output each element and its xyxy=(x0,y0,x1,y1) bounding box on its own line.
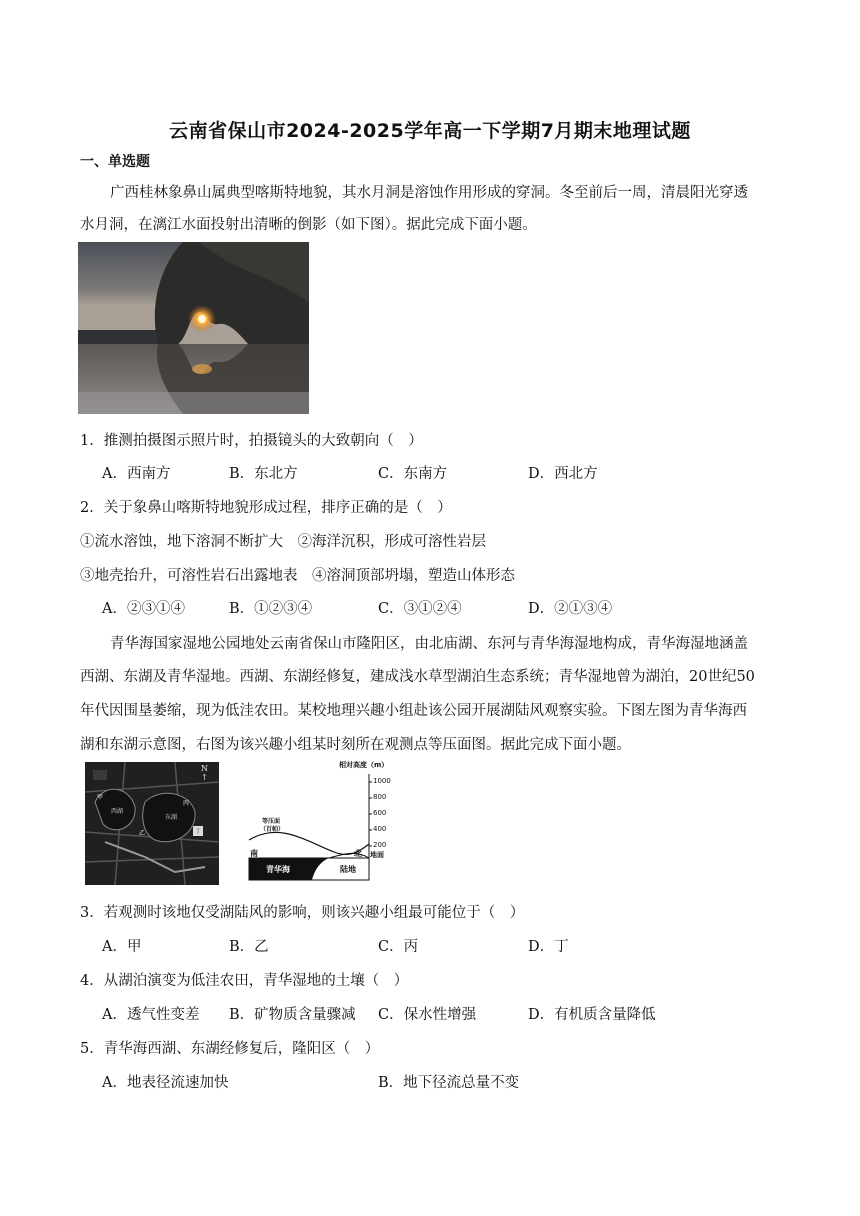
q1-option-a[interactable]: A．西南方 xyxy=(102,466,171,482)
q5-option-b[interactable]: B．地下径流总量不变 xyxy=(378,1075,520,1091)
q4-option-c[interactable]: C．保水性增强 xyxy=(378,1007,477,1023)
point-b-label: 乙 xyxy=(139,830,146,837)
q1-option-b[interactable]: B．东北方 xyxy=(229,466,298,482)
q3-option-b[interactable]: B．乙 xyxy=(229,939,269,955)
q3-stem: 3．若观测时该地仅受湖陆风的影响，则该兴趣小组最可能位于（ ） xyxy=(80,905,525,921)
point-d-label: 丁 xyxy=(195,828,202,835)
section-heading: 一、单选题 xyxy=(80,154,150,170)
south-label: 南 xyxy=(250,849,258,858)
elephant-hill-photo xyxy=(78,242,309,414)
passage2-line2: 西湖、东湖及青华湿地。西湖、东湖经修复，建成浅水草型湖泊生态系统；青华湿地曾为湖泊，20世纪50 xyxy=(80,669,755,685)
land-label: 陆地 xyxy=(340,865,356,874)
q2-stem: 2．关于象鼻山喀斯特地貌形成过程，排序正确的是（ ） xyxy=(80,500,452,516)
q2-option-b[interactable]: B．①②③④ xyxy=(229,601,313,617)
passage1-line2: 水月洞，在漓江水面投射出清晰的倒影（如下图）。据此完成下面小题。 xyxy=(80,217,537,233)
lake-label: 青华海 xyxy=(266,865,290,874)
page-title: 云南省保山市2024-2025学年高一下学期7月期末地理试题 xyxy=(169,120,691,142)
q2-items-line2: ③地壳抬升，可溶性岩石出露地表 ④溶洞顶部坍塌，塑造山体形态 xyxy=(80,568,515,584)
q4-stem: 4．从湖泊演变为低洼农田，青华湿地的土壤（ ） xyxy=(80,973,409,989)
q4-option-d[interactable]: D．有机质含量降低 xyxy=(528,1007,656,1023)
west-lake-label: 西湖 xyxy=(111,808,124,815)
q3-option-a[interactable]: A．甲 xyxy=(102,939,142,955)
q5-stem: 5．青华海西湖、东湖经修复后，隆阳区（ ） xyxy=(80,1041,380,1057)
east-lake-label: 东湖 xyxy=(165,814,178,821)
q3-option-d[interactable]: D．丁 xyxy=(528,939,569,955)
q4-option-b[interactable]: B．矿物质含量骤减 xyxy=(229,1007,356,1023)
north-arrow-label: N xyxy=(201,764,208,773)
q1-option-d[interactable]: D．西北方 xyxy=(528,466,598,482)
q2-items-line1: ①流水溶蚀，地下溶洞不断扩大 ②海洋沉积，形成可溶性岩层 xyxy=(80,534,486,550)
isobar-unit: （百帕） xyxy=(260,826,285,833)
ground-label: 地面 xyxy=(370,851,384,859)
lake-map xyxy=(85,762,219,885)
q1-option-c[interactable]: C．东南方 xyxy=(378,466,448,482)
diagram-ylabel: 相对高度（m） xyxy=(339,761,389,769)
point-c-label: 丙 xyxy=(183,800,190,807)
q4-option-a[interactable]: A．透气性变差 xyxy=(102,1007,200,1023)
q1-stem: 1．推测拍摄图示照片时，拍摄镜头的大致朝向（ ） xyxy=(80,433,423,449)
point-a-label: 甲 xyxy=(97,794,104,801)
tick-600: 600 xyxy=(373,809,387,817)
q3-option-c[interactable]: C．丙 xyxy=(378,939,419,955)
q2-option-a[interactable]: A．②③①④ xyxy=(102,601,185,617)
q5-option-a[interactable]: A．地表径流速加快 xyxy=(102,1075,229,1091)
passage2-line4: 湖和东湖示意图，右图为该兴趣小组某时刻所在观测点等压面图。据此完成下面小题。 xyxy=(80,737,631,753)
isobar-label: 等压面 xyxy=(262,818,281,825)
passage2-line1: 青华海国家湿地公园地处云南省保山市隆阳区，由北庙湖、东河与青华海湿地构成，青华海湿地涵盖 xyxy=(110,636,748,652)
q2-option-d[interactable]: D．②①③④ xyxy=(528,601,613,617)
north-label: 北 xyxy=(354,849,362,858)
tick-1000: 1000 xyxy=(373,777,391,785)
passage2-line3: 年代因围垦萎缩，现为低洼农田。某校地理兴趣小组赴该公园开展湖陆风观察实验。下图左图为青华海西 xyxy=(80,703,747,719)
passage1-line1: 广西桂林象鼻山属典型喀斯特地貌，其水月洞是溶蚀作用形成的穿洞。冬至前后一周，清晨阳光穿透 xyxy=(110,185,748,201)
north-arrow-icon: ↑ xyxy=(201,773,208,782)
isobar-diagram xyxy=(244,762,394,886)
q2-option-c[interactable]: C．③①②④ xyxy=(378,601,462,617)
tick-200: 200 xyxy=(373,841,387,849)
tick-400: 400 xyxy=(373,825,387,833)
tick-800: 800 xyxy=(373,793,387,801)
